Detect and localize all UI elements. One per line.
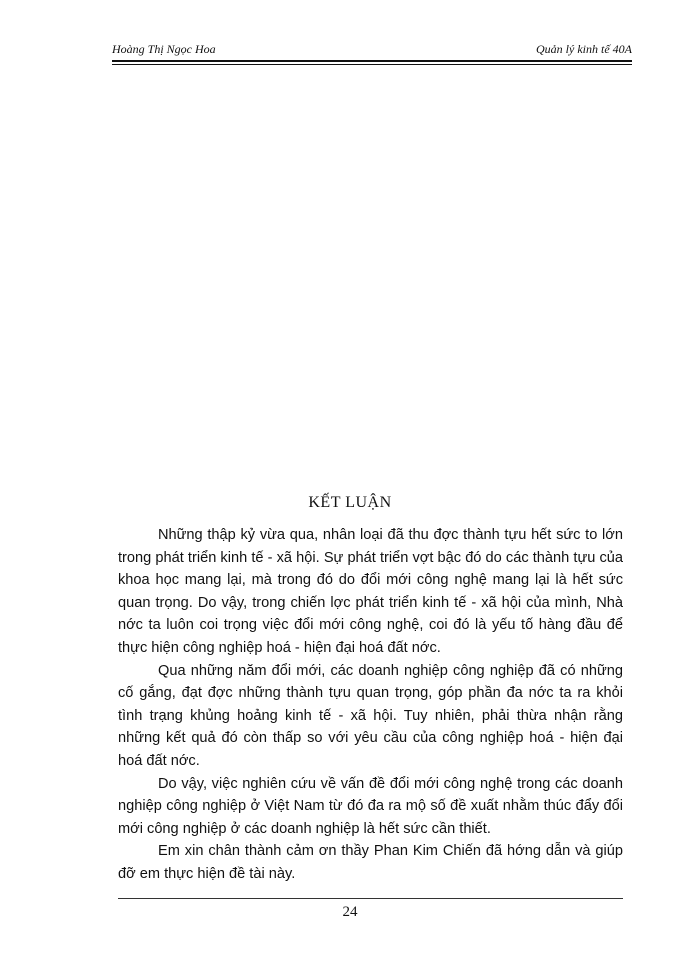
paragraph: Những thập kỷ vừa qua, nhân loại đã thu đợc thành tựu hết sức to lớn trong phát triển kinh tế - xã hội. Sự phát triển vợt bậc đó do các thành tựu của khoa học mang lại, mà trong đó do đổi mới công nghệ mang lại là hết sức quan trọng. Do vậy, trong chiến lợc phát triển kinh tế - xã hội của mình, Nhà nớc ta luôn coi trọng việc đổi mới công nghệ, coi đó là yếu tố hàng đầu để thực hiện công nghiệp hoá - hiện đại hoá đất nớc.: [118, 527, 623, 656]
paragraph: Do vậy, việc nghiên cứu về vấn đề đổi mới công nghệ trong các doanh nghiệp công nghiệp ở Việt Nam từ đó đa ra mộ số đề xuất nhằm thúc đẩy đổi mới công nghiệp ở các doanh nghiệp là hết sức cần thiết.: [118, 775, 623, 837]
header-course: Quản lý kinh tế 40A: [536, 42, 632, 56]
paragraph: Em xin chân thành cảm ơn thầy Phan Kim Chiến đã hớng dẫn và giúp đỡ em thực hiện đề tài này.: [118, 843, 623, 882]
footer-rule: [118, 898, 623, 899]
header-author: Hoàng Thị Ngọc Hoa: [112, 42, 216, 56]
page-number: 24: [342, 904, 358, 920]
header-rule: [112, 60, 632, 65]
section-title: KẾT LUẬN: [308, 494, 392, 511]
page-header: [112, 40, 632, 60]
conclusion-body: [118, 524, 623, 886]
paragraph: Qua những năm đổi mới, các doanh nghiệp công nghiệp đã có những cố gắng, đạt đợc những thành tựu quan trọng, góp phần đa nớc ta ra khỏi tình trạng khủng hoảng kinh tế - xã hội. Tuy nhiên, phải thừa nhận rằng những kết quả đó còn thấp so với yêu cầu của công nghiệp hoá - hiện đại hoá đất nớc.: [118, 662, 623, 769]
